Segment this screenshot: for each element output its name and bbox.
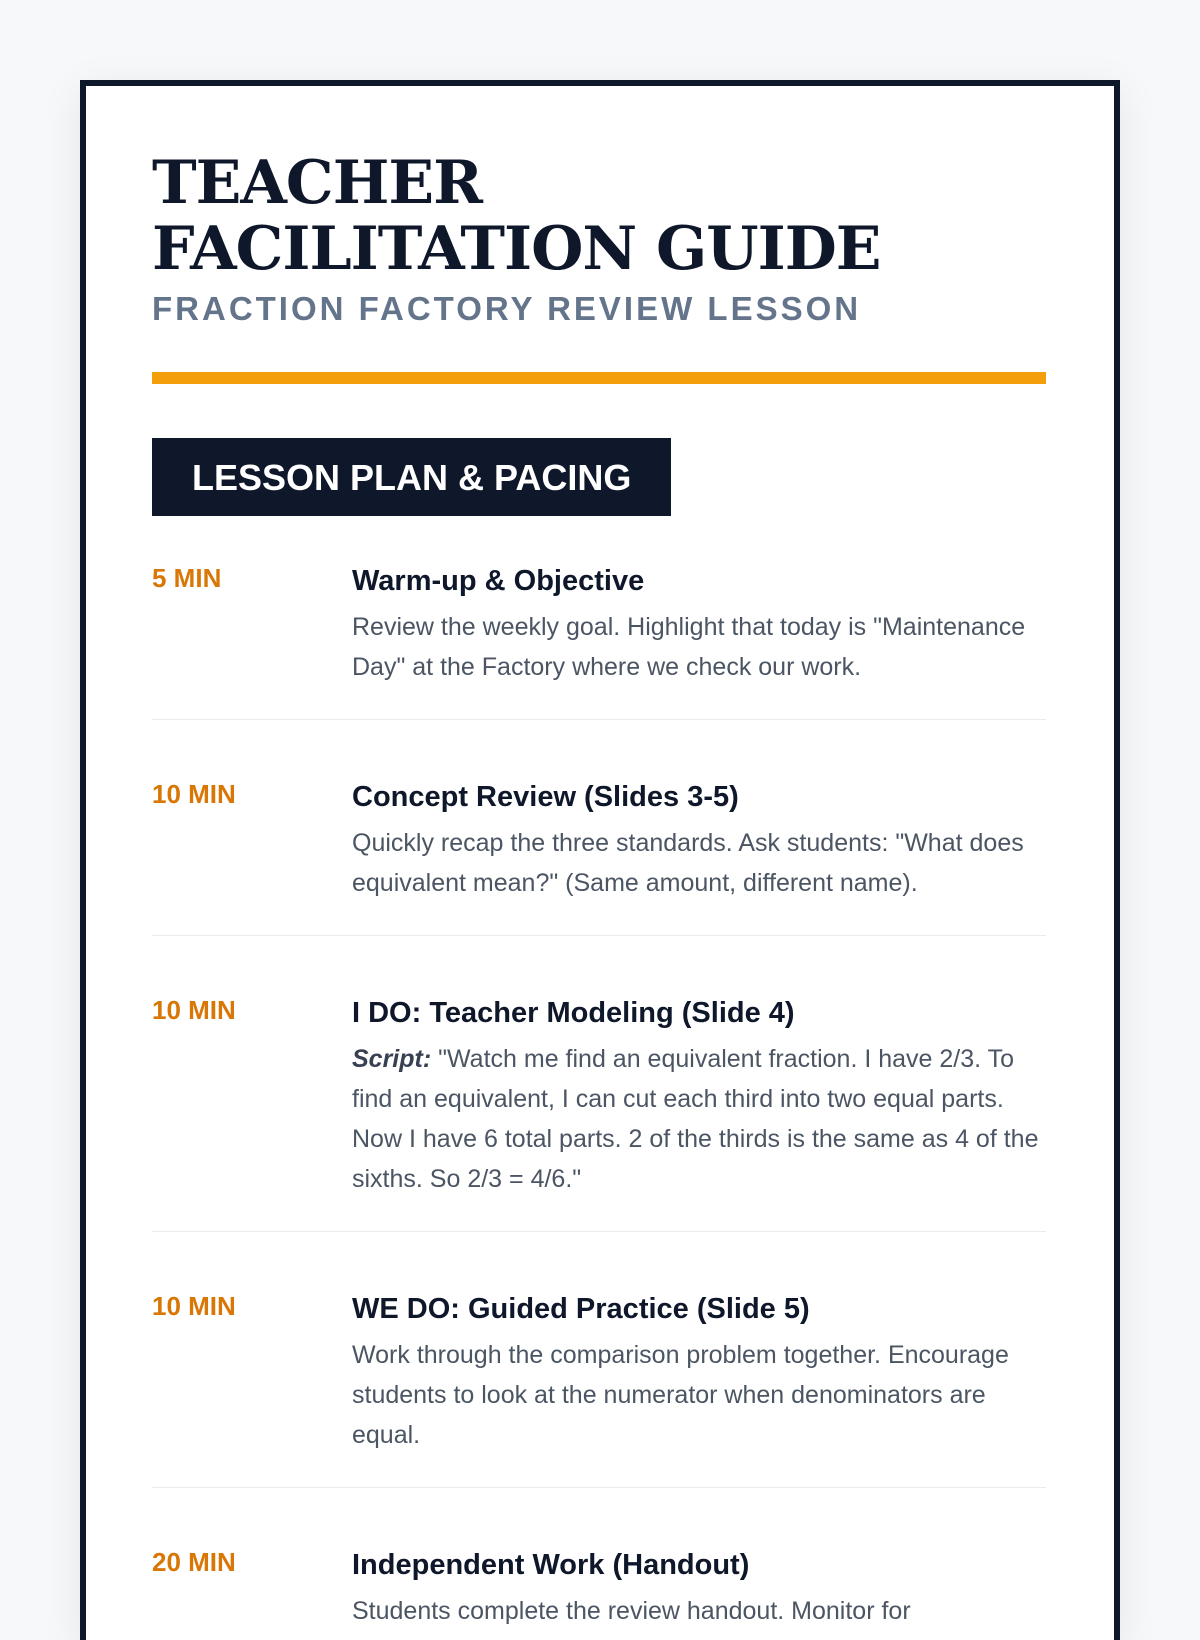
pacing-description — [352, 1591, 1046, 1631]
pacing-item — [152, 980, 1046, 1232]
pacing-item — [152, 1532, 1046, 1640]
accent-divider — [152, 372, 1046, 384]
pacing-item — [152, 764, 1046, 936]
pacing-description — [352, 1039, 1046, 1199]
pacing-content — [352, 1290, 1046, 1455]
pacing-time: 10 MIN — [152, 1291, 236, 1321]
facilitation-guide-card — [80, 80, 1120, 1640]
pacing-item — [152, 548, 1046, 720]
page-subtitle: FRACTION FACTORY REVIEW LESSON — [152, 290, 862, 327]
pacing-title: Independent Work (Handout) — [352, 1549, 750, 1581]
pacing-description — [352, 607, 1046, 687]
pacing-content — [352, 994, 1046, 1199]
page-title: TEACHER FACILITATION GUIDE — [152, 148, 881, 284]
pacing-list — [152, 548, 1046, 1640]
pacing-time: 20 MIN — [152, 1547, 236, 1577]
script-label: Script: — [352, 1045, 432, 1073]
pacing-description-text: Review the weekly goal. Highlight that today is "Maintenance Day" at the Factory where we check our work. — [352, 613, 1026, 681]
pacing-content — [352, 1546, 1046, 1631]
section-heading-lesson-plan: LESSON PLAN & PACING — [152, 438, 671, 516]
pacing-time: 5 MIN — [152, 563, 222, 593]
pacing-description — [352, 823, 1046, 903]
pacing-item — [152, 1276, 1046, 1488]
pacing-description-text: Students complete the review handout. Monitor for — [352, 1597, 911, 1625]
pacing-description-text: Quickly recap the three standards. Ask students: "What does equivalent mean?" (Same amount, different name). — [352, 829, 1024, 897]
pacing-title: I DO: Teacher Modeling (Slide 4) — [352, 997, 795, 1029]
pacing-content — [352, 562, 1046, 687]
pacing-title: Warm-up & Objective — [352, 565, 645, 597]
pacing-description-text: "Watch me find an equivalent fraction. I have 2/3. To find an equivalent, I can cut each third into two equal parts. Now I have 6 total parts. 2 of the thirds is the same as 4 of the sixths. So 2/3 = 4/6." — [352, 1045, 1039, 1193]
pacing-title: WE DO: Guided Practice (Slide 5) — [352, 1293, 810, 1325]
pacing-description-text: Work through the comparison problem together. Encourage students to look at the numerator when denominators are equal. — [352, 1341, 1009, 1449]
pacing-description — [352, 1335, 1046, 1455]
pacing-title: Concept Review (Slides 3-5) — [352, 781, 739, 813]
pacing-time: 10 MIN — [152, 779, 236, 809]
pacing-content — [352, 778, 1046, 903]
pacing-time: 10 MIN — [152, 995, 236, 1025]
